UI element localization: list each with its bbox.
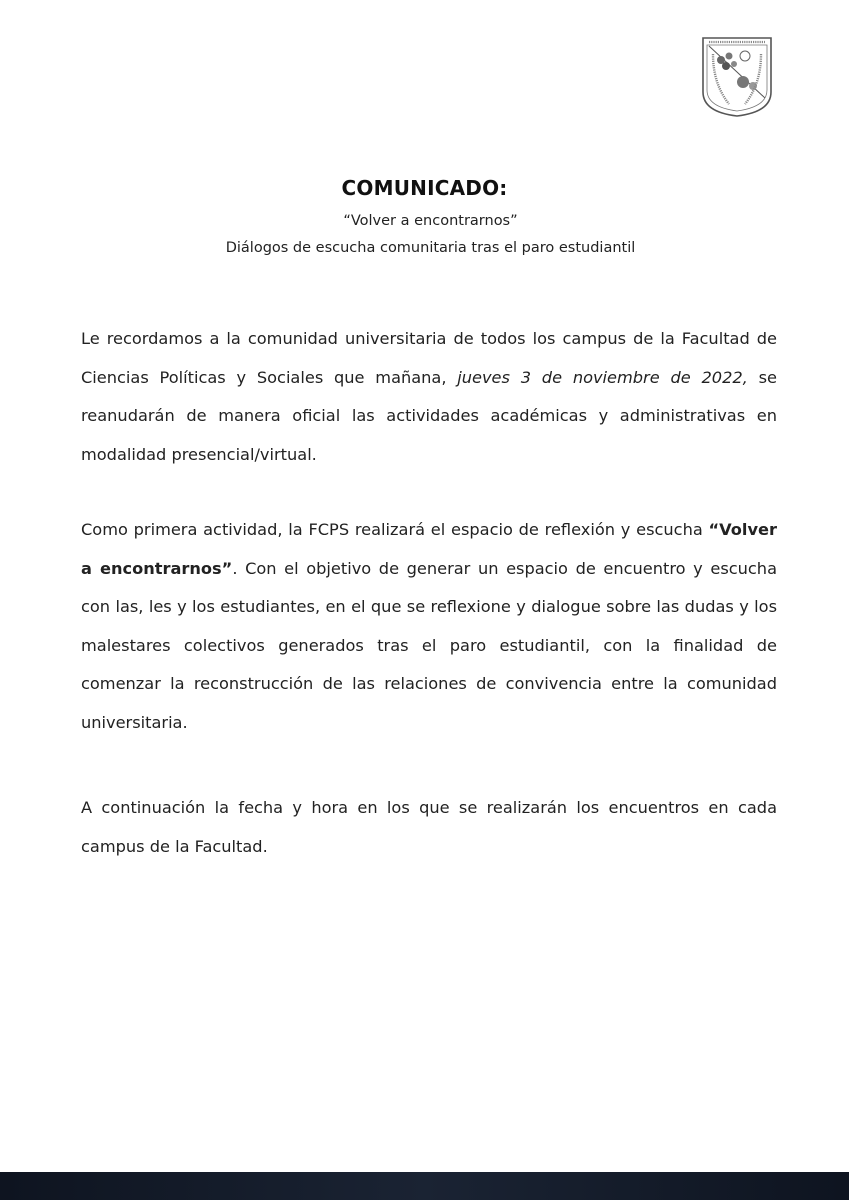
paragraph-1-end: se reanudarán de manera oficial las actividades académicas y administrativas en modalidad presencial/virtual. <box>81 367 777 464</box>
paragraph-1-start: Le recordamos a la comunidad universitaria de todos los campus de la Facultad de Ciencias Políticas y Sociales que mañana, <box>81 329 777 387</box>
university-seal-icon <box>699 34 775 118</box>
subtitle-quote: “Volver a encontrarnos” <box>343 213 518 229</box>
paragraph-schedule-intro: A continuación la fecha y hora en los que se realizarán los encuentros en cada campus de la Facultad. <box>81 798 777 856</box>
subtitle-description: Diálogos de escucha comunitaria tras el paro estudiantil <box>225 240 636 256</box>
footer-bar <box>0 1172 849 1200</box>
paragraph-announcement <box>81 320 777 474</box>
paragraph-2-start: Como primera actividad, la FCPS realizará el espacio de reflexión y escucha <box>81 520 709 539</box>
paragraph-2-bold: “Volver a encontrarnos” <box>81 520 777 578</box>
paragraph-1-date: jueves 3 de noviembre de 2022, <box>457 367 748 387</box>
university-seal <box>699 34 775 118</box>
paragraph-2-end: . Con el objetivo de generar un espacio de encuentro y escucha con las, les y los estudiantes, en el que se reflexione y dialogue sobre las dudas y los malestares colectivos generados tras el paro estudiantil, con la finalidad de comenzar la reconstrucción de las relaciones de convivencia entre la comunidad universitaria. <box>81 558 777 732</box>
paragraph-activity <box>81 511 777 742</box>
page-title: COMUNICADO: <box>341 176 508 200</box>
